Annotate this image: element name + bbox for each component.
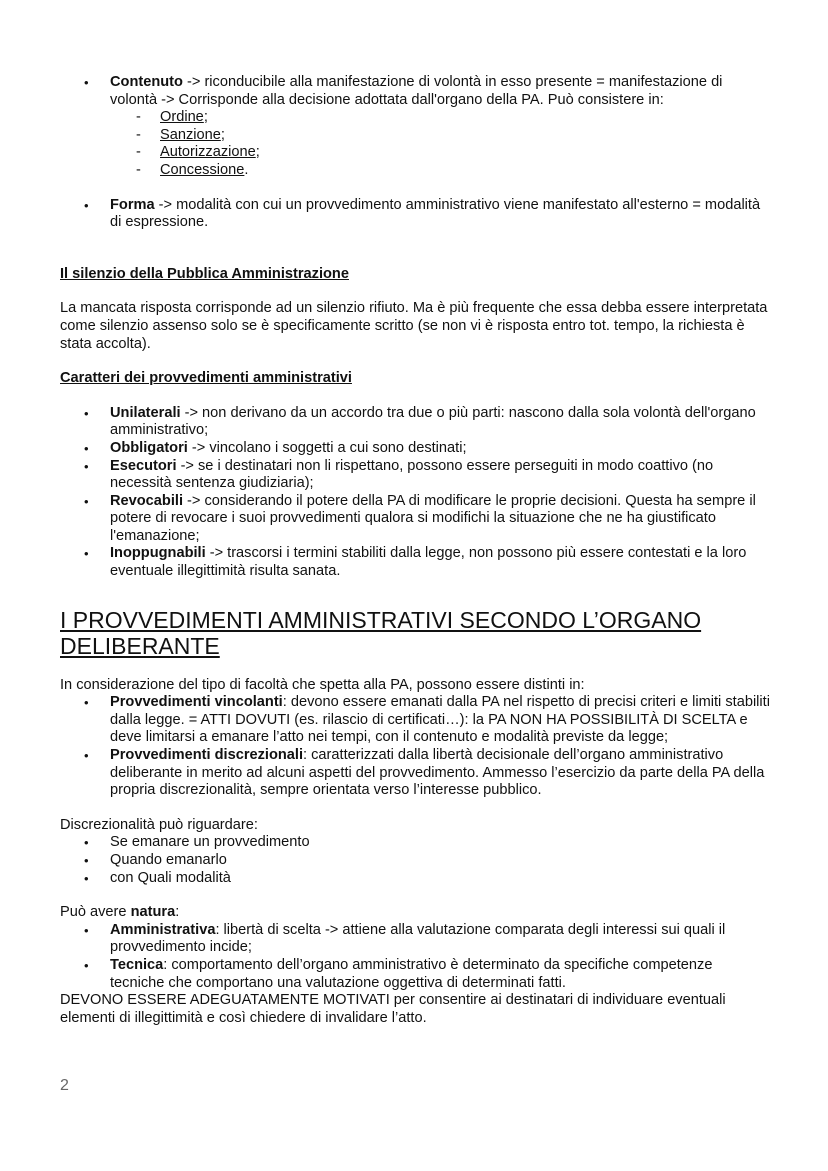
contenuto-sublist — [110, 109, 770, 179]
document-page — [60, 74, 770, 1027]
definition: -> modalità con cui un provvedimento amministrativo viene manifestato all'esterno = modalità di espressione. — [110, 196, 761, 231]
section-heading-organo: I PROVVEDIMENTI AMMINISTRATIVI SECONDO L’ORGANO DELIBERANTE — [60, 606, 702, 659]
list-item: • Revocabili -> considerando il potere della PA di modificare le proprie decisioni. Questa ha sempre il potere di revocare i suoi provvedimenti qualora si modifichi la situazione che ne ha giustificato l'emanazione; — [110, 493, 770, 546]
term: Contenuto — [110, 74, 183, 90]
list-item: • Amministrativa: libertà di scelta -> attiene alla valutazione comparata degli interessi sui quali il provvedimento incide; — [110, 922, 770, 957]
sublist-item: - Autorizzazione; — [160, 144, 770, 162]
paragraph-organo-intro: In considerazione del tipo di facoltà che spetta alla PA, possono essere distinti in: — [60, 676, 585, 693]
elements-list — [60, 74, 770, 180]
sublist-item: - Sanzione; — [160, 127, 770, 145]
discrezionalita-list — [60, 834, 770, 887]
organo-list — [60, 694, 770, 800]
paragraph-closing: DEVONO ESSERE ADEGUATAMENTE MOTIVATI per consentire ai destinatari di individuare eventuali elementi di illegittimità e così chiedere di invalidare l’atto. — [60, 992, 726, 1026]
caratteri-list — [60, 405, 770, 581]
list-item: • Inoppugnabili -> trascorsi i termini stabiliti dalla legge, non possono più essere contestati e la loro eventuale illegittimità risulta sanata. — [110, 545, 770, 580]
list-item: • Unilaterali -> non derivano da un accordo tra due o più parti: nascono dalla sola volontà dell'organo amministrativo; — [110, 405, 770, 440]
forma-list — [60, 197, 770, 232]
heading-silenzio: Il silenzio della Pubblica Amministrazione — [60, 265, 349, 282]
list-item: • Obbligatori -> vincolano i soggetti a cui sono destinati; — [110, 440, 770, 458]
list-item: • Tecnica: comportamento dell’organo amministrativo è determinato da specifiche competenze tecniche che comportano una valutazione oggettiva di determinati fatti. — [110, 957, 770, 992]
term: Forma — [110, 196, 155, 213]
sublist-item: - Ordine; — [160, 109, 770, 127]
list-item: • Quando emanarlo — [110, 852, 770, 870]
paragraph-silenzio: La mancata risposta corrisponde ad un silenzio rifiuto. Ma è più frequente che essa debba essere interpretata come silenzio assenso solo se è specificamente scritto (se non vi è risposta entro tot. tempo, la richiesta è stata accolta). — [60, 300, 768, 352]
list-item: • Provvedimenti vincolanti: devono essere emanati dalla PA nel rispetto di precisi criteri e limiti stabiliti dalla legge. = ATTI DOVUTI (es. rilascio di certificati…): la PA NON HA POSSIBILITÀ DI SCELTA e deve limitarsi a emanare l’atto nei tempi, con il contenuto e modalità previste da legge; — [110, 694, 770, 747]
paragraph-discrezionalita: Discrezionalità può riguardare: — [60, 816, 258, 833]
paragraph-natura: Può avere natura: — [60, 904, 180, 921]
natura-list — [60, 922, 770, 992]
list-item-forma — [110, 197, 770, 232]
list-item: • Provvedimenti discrezionali: caratterizzati dalla libertà decisionale dell’organo amministrativo deliberante in merito ad alcuni aspetti del provvedimento. Ammesso l’esercizio da parte della PA della propria discrezionalità, sempre orientata verso l’interesse pubblico. — [110, 747, 770, 800]
page-number: 2 — [60, 1077, 69, 1094]
list-item: • Esecutori -> se i destinatari non li rispettano, possono essere perseguiti in modo coattivo (no necessità sentenza giudiziaria); — [110, 458, 770, 493]
heading-caratteri: Caratteri dei provvedimenti amministrativi — [60, 370, 352, 387]
sublist-item: - Concessione. — [160, 162, 770, 180]
list-item: • con Quali modalità — [110, 870, 770, 888]
list-item: • Se emanare un provvedimento — [110, 834, 770, 852]
list-item-contenuto — [110, 74, 770, 180]
definition: -> riconducibile alla manifestazione di volontà in esso presente = manifestazione di volontà -> Corrisponde alla decisione adottata dall'organo della PA. Può consistere in: — [110, 74, 723, 108]
